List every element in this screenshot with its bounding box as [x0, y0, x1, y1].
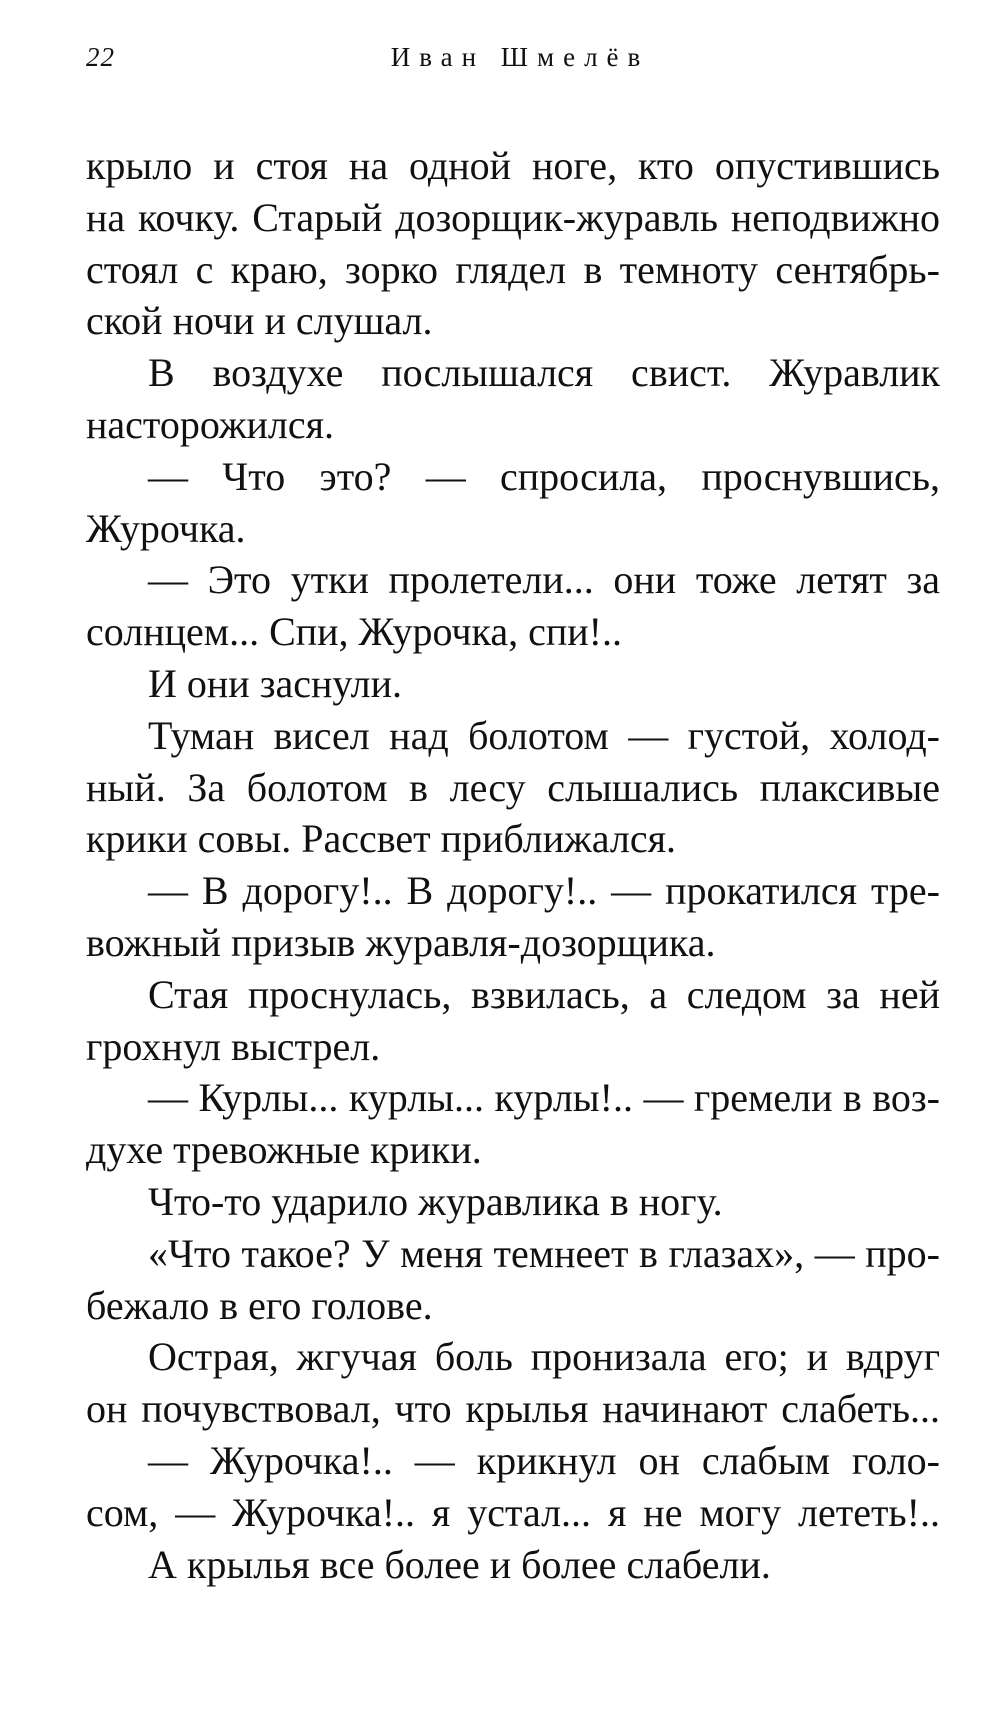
text-line: бежало в его голове.	[86, 1282, 433, 1328]
text-line: крики совы. Рассвет приближался.	[86, 816, 676, 862]
text-line: вожный призыв журавля-дозорщика.	[86, 919, 716, 965]
text-line: — Курлы... курлы... курлы!.. — гремели в воз-	[148, 1075, 940, 1121]
text-line: В воздухе послышался свист. Журавлик	[148, 350, 940, 396]
text-line: «Что такое? У меня темнеет в глазах», — про-	[148, 1230, 940, 1276]
text-line: Что-то ударило журавлика в ногу.	[148, 1178, 723, 1224]
text-line: ный. За болотом в лесу слышались плаксивые	[86, 764, 940, 810]
text-line: грохнул выстрел.	[86, 1023, 381, 1069]
text-line: — Что это? — спросила, проснувшись,	[148, 453, 940, 499]
text-line: он почувствовал, что крылья начинают слабеть...	[86, 1386, 940, 1432]
body-text	[86, 140, 940, 1590]
text-line: Журочка.	[86, 505, 246, 551]
running-head	[86, 42, 914, 82]
text-line: крыло и стоя на одной ноге, кто опустившись	[86, 143, 940, 188]
text-line: Стая проснулась, взвилась, а следом за ней	[148, 971, 940, 1017]
text-line: — В дорогу!.. В дорогу!.. — прокатился тре-	[148, 868, 940, 914]
text-line: Туман висел над болотом — густой, холод-	[148, 712, 940, 758]
text-line: солнцем... Спи, Журочка, спи!..	[86, 609, 622, 655]
text-line: насторожился.	[86, 401, 335, 447]
text-line: Острая, жгучая боль пронизала его; и вдруг	[148, 1334, 940, 1380]
running-title: Иван Шмелёв	[390, 42, 650, 72]
text-line: И они заснули.	[148, 660, 403, 706]
text-line: — Это утки пролетели... они тоже летят за	[148, 557, 940, 603]
text-line: на кочку. Старый дозорщик-журавль неподвижно	[86, 194, 940, 240]
text-line: духе тревожные крики.	[86, 1127, 482, 1173]
page-number: 22	[86, 42, 115, 72]
text-line: ской ночи и слушал.	[86, 298, 433, 344]
text-line: сом, — Журочка!.. я устал... я не могу лететь!..	[86, 1489, 940, 1535]
text-line: — Журочка!.. — крикнул он слабым голо-	[148, 1437, 940, 1483]
text-line: стоял с краю, зорко глядел в темноту сентябрь-	[86, 246, 940, 292]
text-line: А крылья все более и более слабели.	[148, 1541, 771, 1587]
